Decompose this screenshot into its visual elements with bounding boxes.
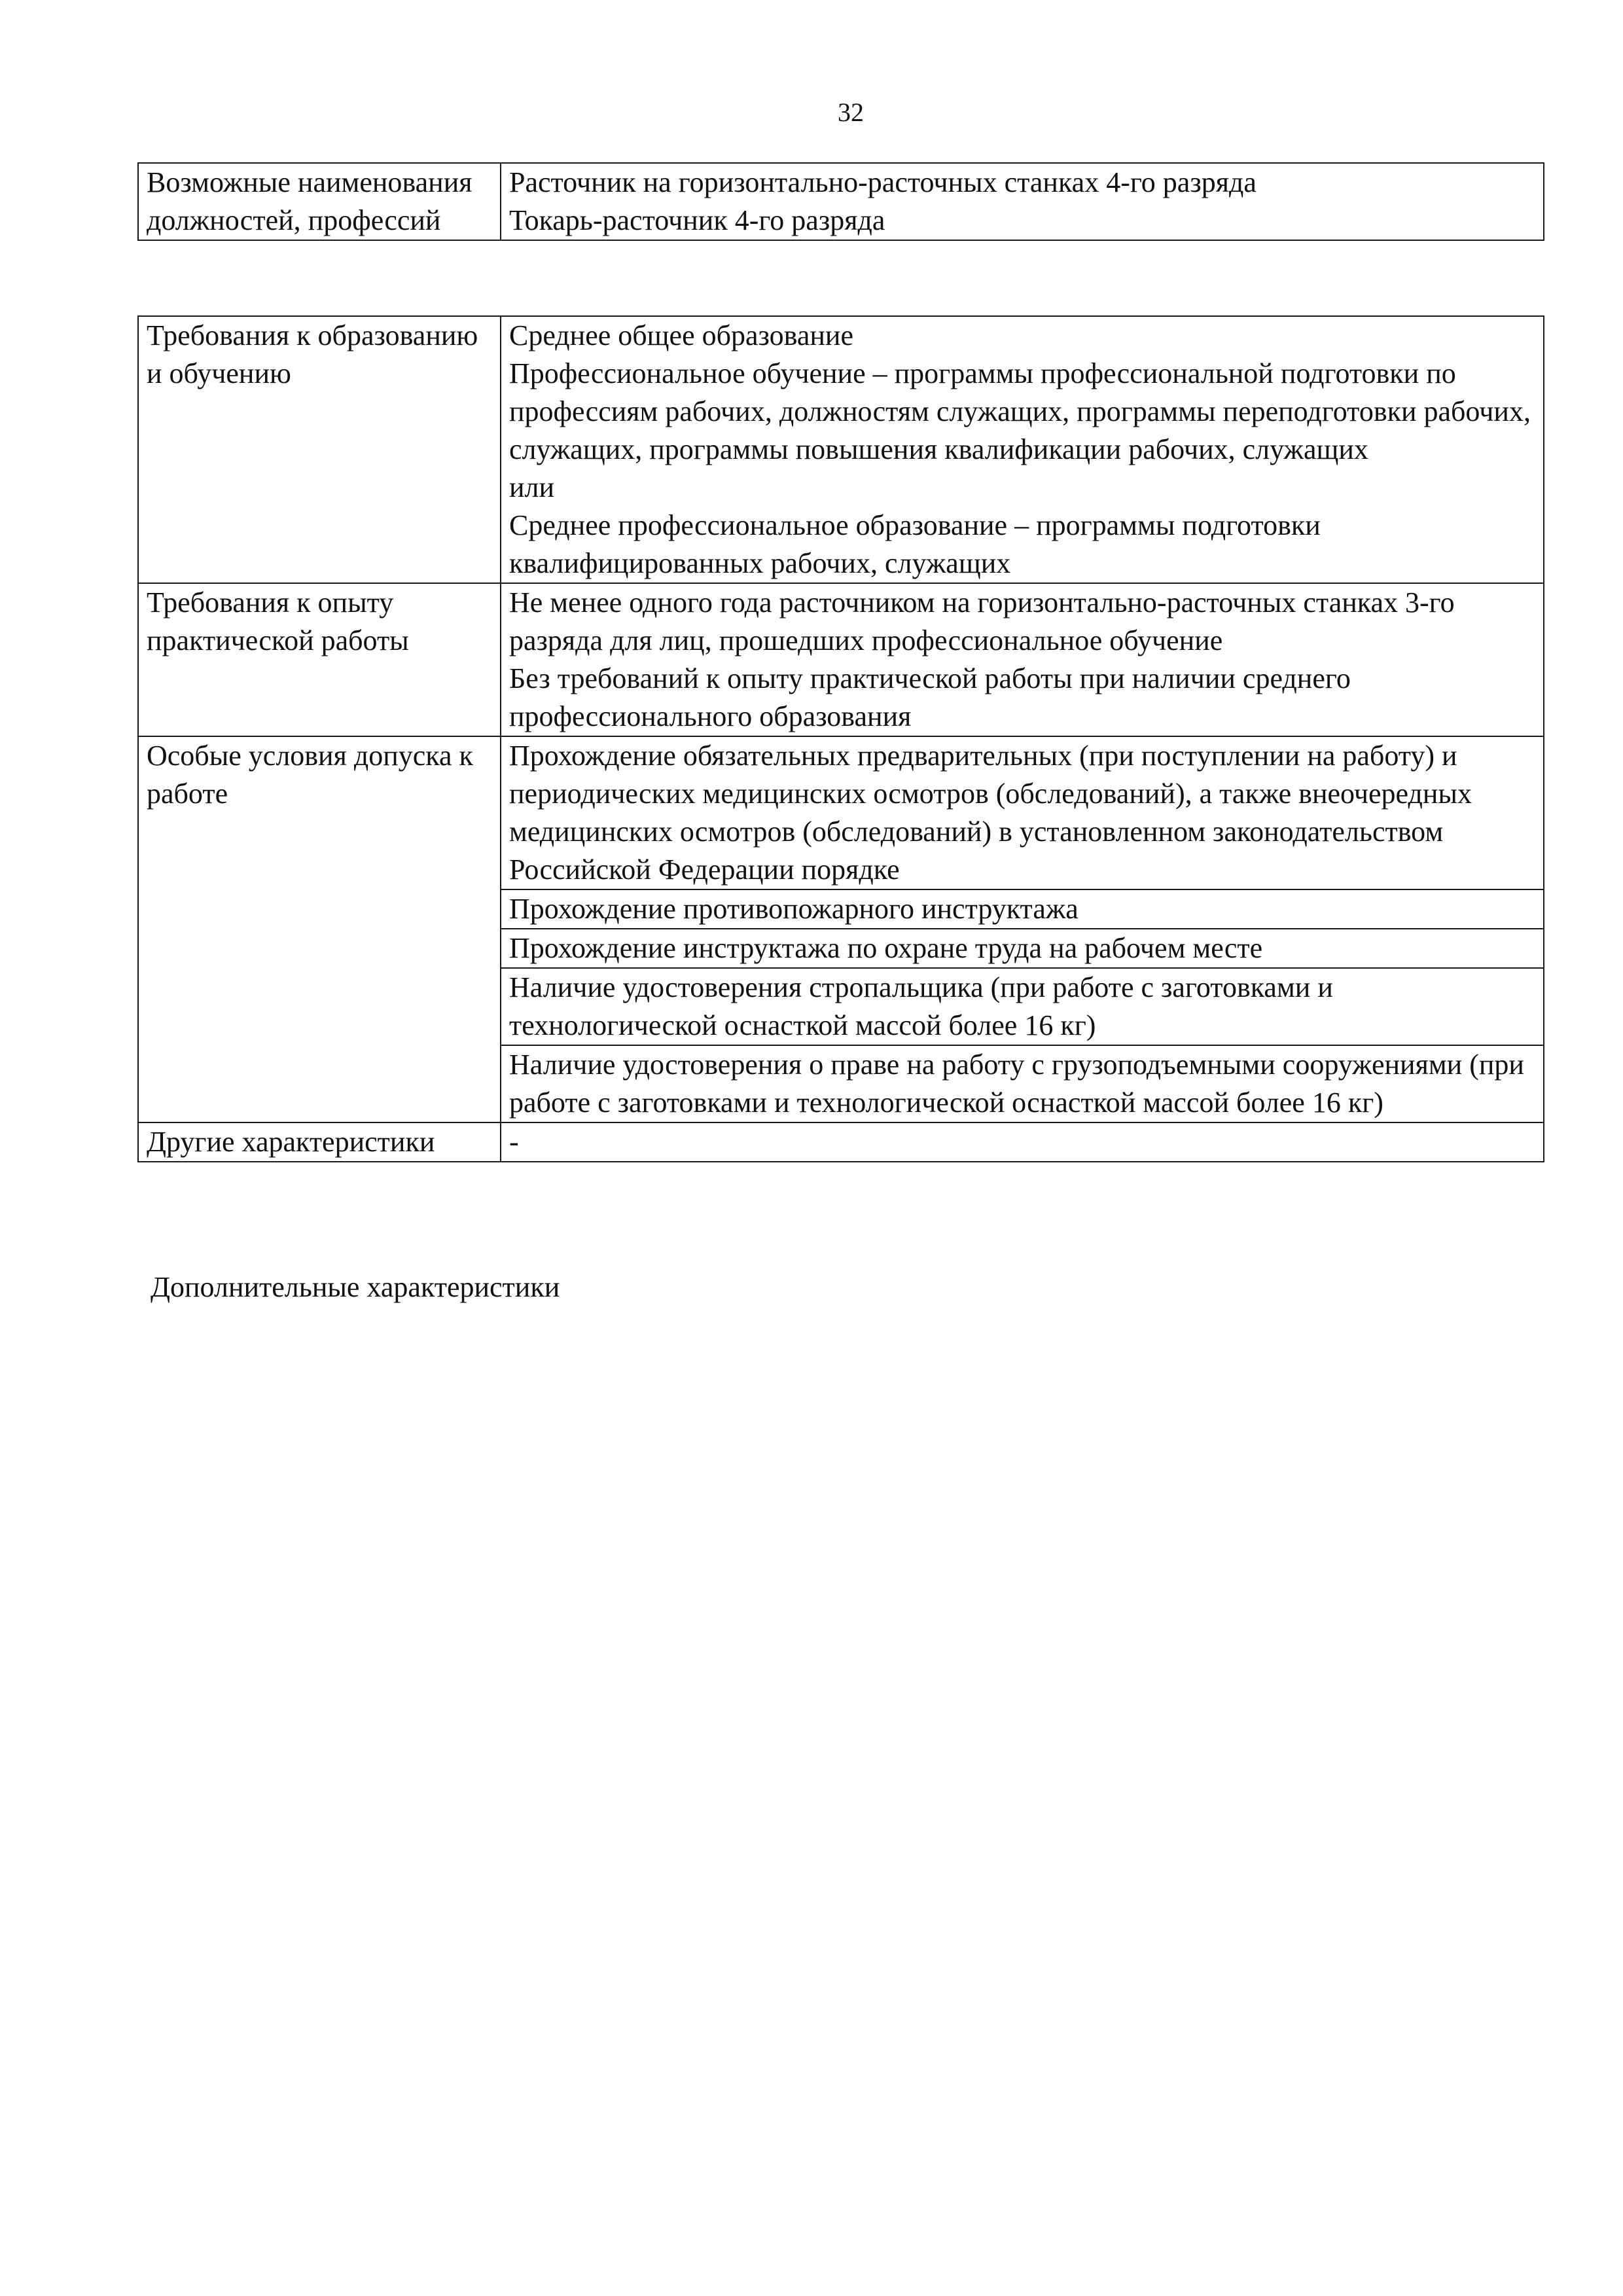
experience-line: Не менее одного года расточником на горизонтально-расточных станках 3-го разряда для лиц, прошедших профессиональное обучение: [509, 586, 1455, 656]
conditions-item: Наличие удостоверения о праве на работу с грузоподъемными сооружениями (при работе с заготовками и технологической оснасткой массой более 16 кг): [501, 1045, 1544, 1122]
conditions-label: Особые условия допуска к работе: [138, 736, 501, 1122]
experience-line: Без требований к опыту практической работы при наличии среднего профессионального образования: [509, 662, 1351, 732]
conditions-item: Прохождение противопожарного инструктажа: [501, 889, 1544, 929]
experience-value: [501, 583, 1544, 736]
position-name: Расточник на горизонтально-расточных станках 4-го разряда: [509, 166, 1257, 198]
education-line: или: [509, 471, 555, 503]
education-value: [501, 316, 1544, 583]
table-row: [138, 736, 1544, 889]
education-line: Среднее общее образование: [509, 319, 854, 351]
other-value: -: [501, 1122, 1544, 1162]
table-row: [138, 316, 1544, 583]
education-line: Среднее профессиональное образование – программы подготовки квалифицированных рабочих, служащих: [509, 509, 1321, 579]
table-row: [138, 1122, 1544, 1162]
page-number: 32: [838, 98, 864, 127]
conditions-item: Наличие удостоверения стропальщика (при работе с заготовками и технологической оснасткой массой более 16 кг): [501, 968, 1544, 1045]
other-label: Другие характеристики: [138, 1122, 501, 1162]
table-row: [138, 163, 1544, 240]
conditions-item: Прохождение инструктажа по охране труда на рабочем месте: [501, 929, 1544, 968]
conditions-item: Прохождение обязательных предварительных (при поступлении на работу) и периодических медицинских осмотров (обследований), а также внеочередных медицинских осмотров (обследований) в установленном законодательством Российской Федерации порядке: [501, 736, 1544, 889]
additional-characteristics-title: Дополнительные характеристики: [151, 1271, 560, 1303]
requirements-table: [137, 315, 1544, 1162]
positions-table: [137, 162, 1544, 241]
positions-label: Возможные наименования должностей, профессий: [138, 163, 501, 240]
education-line: Профессиональное обучение – программы профессиональной подготовки по профессиям рабочих, должностям служащих, программы переподготовки рабочих, служащих, программы повышения квалификации рабочих, служащих: [509, 357, 1531, 465]
positions-values: [501, 163, 1544, 240]
position-name: Токарь-расточник 4-го разряда: [509, 204, 885, 236]
education-label: Требования к образованию и обучению: [138, 316, 501, 583]
table-row: [138, 583, 1544, 736]
experience-label: Требования к опыту практической работы: [138, 583, 501, 736]
